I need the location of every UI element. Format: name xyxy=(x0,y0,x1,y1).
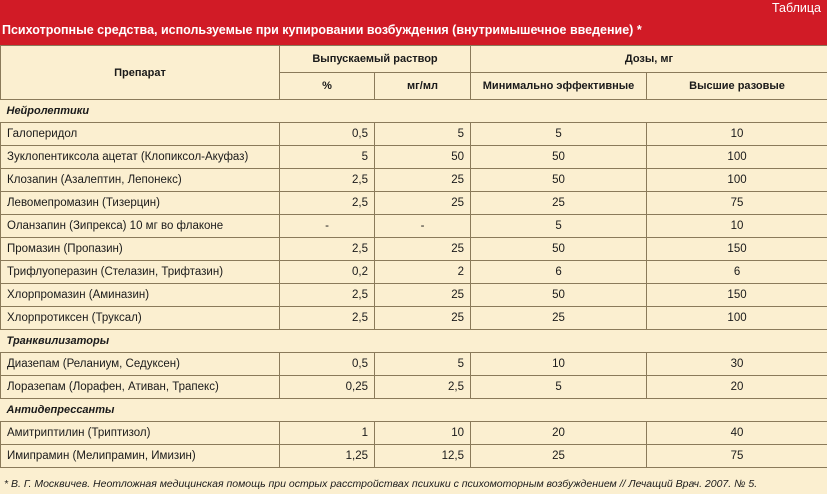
group-row xyxy=(1,330,827,353)
table-row xyxy=(1,353,827,376)
min-dose-cell: 25 xyxy=(471,445,647,468)
column-header-mg-ml: мг/мл xyxy=(375,73,471,100)
mg-ml-cell: - xyxy=(375,215,471,238)
max-dose-cell: 20 xyxy=(647,376,827,399)
drug-name-cell: Галоперидол xyxy=(1,123,280,146)
drug-name-cell: Хлорпромазин (Аминазин) xyxy=(1,284,280,307)
max-dose-cell: 30 xyxy=(647,353,827,376)
table-row xyxy=(1,376,827,399)
footnote: * В. Г. Москвичев. Неотложная медицинская помощь при острых расстройствах психики с психомоторным возбуждением // Лечащий Врач. 2007. № 5. xyxy=(4,478,758,490)
table-header-bar xyxy=(0,0,827,45)
percent-cell: 2,5 xyxy=(280,238,375,261)
min-dose-cell: 25 xyxy=(471,307,647,330)
percent-cell: 0,2 xyxy=(280,261,375,284)
min-dose-cell: 5 xyxy=(471,123,647,146)
drug-name-cell: Диазепам (Реланиум, Седуксен) xyxy=(1,353,280,376)
table-title: Психотропные средства, используемые при купировании возбуждения (внутримышечное введение) * xyxy=(2,23,642,37)
mg-ml-cell: 25 xyxy=(375,307,471,330)
max-dose-cell: 100 xyxy=(647,307,827,330)
drug-name-cell: Клозапин (Азалептин, Лепонекс) xyxy=(1,169,280,192)
table-row xyxy=(1,238,827,261)
drug-name-cell: Оланзапин (Зипрекса) 10 мг во флаконе xyxy=(1,215,280,238)
drug-name-cell: Хлорпротиксен (Труксал) xyxy=(1,307,280,330)
min-dose-cell: 20 xyxy=(471,422,647,445)
group-title: Транквилизаторы xyxy=(1,330,827,353)
mg-ml-cell: 50 xyxy=(375,146,471,169)
table-body xyxy=(1,100,827,468)
drug-name-cell: Амитриптилин (Триптизол) xyxy=(1,422,280,445)
min-dose-cell: 10 xyxy=(471,353,647,376)
table-row xyxy=(1,261,827,284)
table-row xyxy=(1,284,827,307)
max-dose-cell: 6 xyxy=(647,261,827,284)
max-dose-cell: 150 xyxy=(647,284,827,307)
table-row xyxy=(1,445,827,468)
group-row xyxy=(1,399,827,422)
percent-cell: 0,5 xyxy=(280,353,375,376)
table-row xyxy=(1,169,827,192)
drug-name-cell: Промазин (Пропазин) xyxy=(1,238,280,261)
table-row xyxy=(1,123,827,146)
column-header-min-effective: Минимально эффективные xyxy=(471,73,647,100)
table-row xyxy=(1,215,827,238)
percent-cell: 2,5 xyxy=(280,192,375,215)
table-row xyxy=(1,307,827,330)
drug-name-cell: Трифлуоперазин (Стелазин, Трифтазин) xyxy=(1,261,280,284)
max-dose-cell: 10 xyxy=(647,123,827,146)
max-dose-cell: 10 xyxy=(647,215,827,238)
max-dose-cell: 75 xyxy=(647,192,827,215)
percent-cell: 1 xyxy=(280,422,375,445)
column-header-doses: Дозы, мг xyxy=(471,46,827,73)
percent-cell: 5 xyxy=(280,146,375,169)
column-header-percent: % xyxy=(280,73,375,100)
drug-name-cell: Имипрамин (Мелипрамин, Имизин) xyxy=(1,445,280,468)
drug-name-cell: Лоразепам (Лорафен, Ативан, Трапекс) xyxy=(1,376,280,399)
max-dose-cell: 150 xyxy=(647,238,827,261)
percent-cell: 1,25 xyxy=(280,445,375,468)
table-row xyxy=(1,422,827,445)
group-title: Антидепрессанты xyxy=(1,399,827,422)
max-dose-cell: 100 xyxy=(647,146,827,169)
table-label: Таблица xyxy=(771,1,821,15)
min-dose-cell: 50 xyxy=(471,238,647,261)
mg-ml-cell: 12,5 xyxy=(375,445,471,468)
min-dose-cell: 25 xyxy=(471,192,647,215)
column-header-max-single: Высшие разовые xyxy=(647,73,827,100)
group-title: Нейролептики xyxy=(1,100,827,123)
percent-cell: 2,5 xyxy=(280,284,375,307)
percent-cell: 2,5 xyxy=(280,307,375,330)
min-dose-cell: 50 xyxy=(471,146,647,169)
column-header-solution: Выпускаемый раствор xyxy=(280,46,471,73)
max-dose-cell: 75 xyxy=(647,445,827,468)
mg-ml-cell: 25 xyxy=(375,192,471,215)
drug-name-cell: Левомепромазин (Тизерцин) xyxy=(1,192,280,215)
max-dose-cell: 100 xyxy=(647,169,827,192)
percent-cell: 2,5 xyxy=(280,169,375,192)
column-header-drug: Препарат xyxy=(1,46,280,100)
max-dose-cell: 40 xyxy=(647,422,827,445)
mg-ml-cell: 5 xyxy=(375,123,471,146)
mg-ml-cell: 25 xyxy=(375,169,471,192)
min-dose-cell: 50 xyxy=(471,284,647,307)
min-dose-cell: 5 xyxy=(471,376,647,399)
mg-ml-cell: 2,5 xyxy=(375,376,471,399)
mg-ml-cell: 2 xyxy=(375,261,471,284)
min-dose-cell: 6 xyxy=(471,261,647,284)
mg-ml-cell: 25 xyxy=(375,238,471,261)
min-dose-cell: 5 xyxy=(471,215,647,238)
mg-ml-cell: 5 xyxy=(375,353,471,376)
group-row xyxy=(1,100,827,123)
table-row xyxy=(1,192,827,215)
drug-table xyxy=(0,45,827,468)
mg-ml-cell: 25 xyxy=(375,284,471,307)
drug-name-cell: Зуклопентиксола ацетат (Клопиксол-Акуфаз) xyxy=(1,146,280,169)
table-row xyxy=(1,146,827,169)
min-dose-cell: 50 xyxy=(471,169,647,192)
percent-cell: - xyxy=(280,215,375,238)
mg-ml-cell: 10 xyxy=(375,422,471,445)
percent-cell: 0,25 xyxy=(280,376,375,399)
percent-cell: 0,5 xyxy=(280,123,375,146)
